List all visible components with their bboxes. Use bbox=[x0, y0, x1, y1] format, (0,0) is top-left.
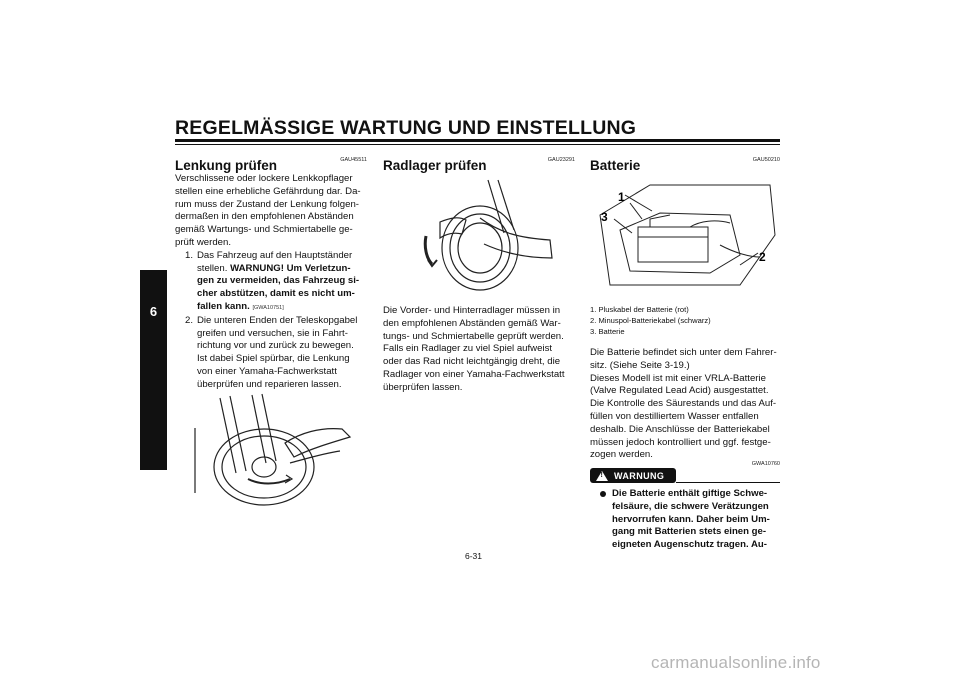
text-line bbox=[197, 263, 375, 276]
text-line: Die Vorder- und Hinterradlager müssen in bbox=[383, 305, 561, 316]
battery-text bbox=[590, 347, 785, 462]
section-heading-wheel-bearings: Radlager prüfen bbox=[383, 158, 487, 173]
text-line: oder das Rad nicht leichtgängig dreht, die bbox=[383, 356, 561, 368]
section-code: GAU23291 bbox=[547, 157, 575, 163]
text-line: tungs- und Schmiertabelle geprüft werden. bbox=[383, 330, 564, 342]
bullet-icon bbox=[600, 491, 606, 497]
text-line: füllen von destilliertem Wasser entfallen bbox=[590, 410, 759, 422]
step-number: 1. bbox=[185, 249, 194, 261]
text-line: Dieses Modell ist mit einer VRLA-Batterie bbox=[590, 372, 766, 384]
text-line: felsäure, die schwere Verätzungen bbox=[612, 500, 769, 512]
text-line: müssen jedoch kontrolliert und ggf. festge- bbox=[590, 436, 771, 448]
text-line: dermaßen in den empfohlenen Abständen bbox=[175, 211, 354, 223]
text-line: Die Batterie befindet sich unter dem Fahrer- bbox=[590, 347, 777, 358]
text-line: rum muss der Zustand der Lenkung folgen- bbox=[175, 198, 359, 210]
warning-inline: WARNUNG! Um Verletzun- bbox=[230, 262, 351, 274]
text-line: von einer Yamaha-Fachwerkstatt bbox=[197, 365, 337, 377]
text-line: richtung vor und zurück zu bewegen. bbox=[197, 340, 354, 352]
steering-steps bbox=[175, 250, 375, 392]
warning-rule bbox=[676, 482, 780, 483]
text-line: stellen. bbox=[197, 262, 228, 274]
header-rule-thin bbox=[175, 144, 780, 145]
battery-figure-captions bbox=[590, 304, 780, 338]
text-line: Die Batterie enthält giftige Schwe- bbox=[612, 488, 768, 499]
text-line: Die unteren Enden der Teleskopgabel bbox=[197, 314, 358, 326]
text-line: überprüfen lassen. bbox=[383, 381, 463, 393]
figure-label-1: 1 bbox=[618, 190, 625, 204]
chapter-tab bbox=[140, 270, 167, 470]
section-code: GAU50210 bbox=[752, 157, 780, 163]
page-title: REGELMÄSSIGE WARTUNG UND EINSTELLUNG bbox=[175, 117, 637, 139]
list-item bbox=[600, 488, 785, 552]
text-line: Das Fahrzeug auf den Hauptständer bbox=[197, 249, 353, 261]
text-line: gang mit Batterien stets einen ge- bbox=[612, 526, 767, 538]
figure-label-2: 2 bbox=[759, 250, 766, 264]
text-line bbox=[197, 301, 375, 315]
section-heading-battery: Batterie bbox=[590, 158, 641, 173]
battery-illustration bbox=[590, 175, 780, 300]
text-line: den empfohlenen Abständen gemäß War- bbox=[383, 317, 561, 329]
list-item bbox=[175, 315, 375, 392]
text-line: hervorrufen kann. Daher beim Um- bbox=[612, 513, 770, 525]
section-heading-steering: Lenkung prüfen bbox=[175, 158, 277, 173]
text-line: überprüfen und reparieren lassen. bbox=[197, 378, 342, 390]
text-line: stellen eine erhebliche Gefährdung dar. Da- bbox=[175, 185, 361, 197]
fork-wheel-illustration bbox=[190, 393, 365, 508]
caption-item: 1. Pluskabel der Batterie (rot) bbox=[590, 305, 689, 314]
text-line: Radlager von einer Yamaha-Fachwerkstatt bbox=[383, 368, 565, 380]
steering-intro bbox=[175, 173, 375, 392]
watermark: carmanualsonline.info bbox=[651, 653, 821, 672]
warning-inline: gen zu vermeiden, das Fahrzeug si- bbox=[197, 275, 360, 287]
text-line: Falls ein Radlager zu viel Spiel aufweist bbox=[383, 343, 553, 355]
battery-warning-list bbox=[600, 488, 785, 552]
page-number: 6-31 bbox=[465, 551, 483, 561]
text-line: zogen werden. bbox=[590, 449, 653, 461]
warning-code: GWA10760 bbox=[751, 461, 780, 467]
text-line: greifen und versuchen, sie in Fahrt- bbox=[197, 327, 348, 339]
warning-inline: cher abstützen, damit es nicht um- bbox=[197, 288, 355, 300]
wheel-bearing-text bbox=[383, 305, 583, 395]
wheel-bearing-illustration bbox=[410, 178, 560, 296]
text-line: (Valve Regulated Lead Acid) ausgestattet. bbox=[590, 385, 769, 397]
list-item bbox=[175, 250, 375, 315]
text-line: sitz. (Siehe Seite 3-19.) bbox=[590, 359, 690, 371]
warning-icon: ! bbox=[596, 471, 608, 481]
text-line: deshalb. Die Anschlüsse der Batteriekabel bbox=[590, 423, 770, 435]
warning-badge bbox=[590, 468, 676, 483]
step-number: 2. bbox=[185, 314, 194, 326]
warning-label: WARNUNG bbox=[614, 470, 665, 481]
text-line: eigneten Augenschutz tragen. Au- bbox=[612, 539, 767, 551]
caption-item: 2. Minuspol-Batteriekabel (schwarz) bbox=[590, 316, 711, 326]
caption-item: 3. Batterie bbox=[590, 327, 625, 337]
section-code: GAU45511 bbox=[340, 157, 367, 163]
figure-label-3: 3 bbox=[601, 210, 608, 224]
text-line: prüft werden. bbox=[175, 236, 231, 248]
text-line: Die Kontrolle des Säurestands und das Auf- bbox=[590, 398, 777, 410]
header-rule bbox=[175, 139, 780, 142]
warning-inline: fallen kann. bbox=[197, 300, 250, 312]
warning-code: [GWA10751] bbox=[252, 304, 284, 311]
text-line: Ist dabei Spiel spürbar, die Lenkung bbox=[197, 353, 350, 365]
chapter-number: 6 bbox=[149, 304, 158, 319]
text-line: Verschlissene oder lockere Lenkkopflager bbox=[175, 173, 353, 184]
text-line: gemäß Wartungs- und Schmiertabelle ge- bbox=[175, 224, 353, 236]
